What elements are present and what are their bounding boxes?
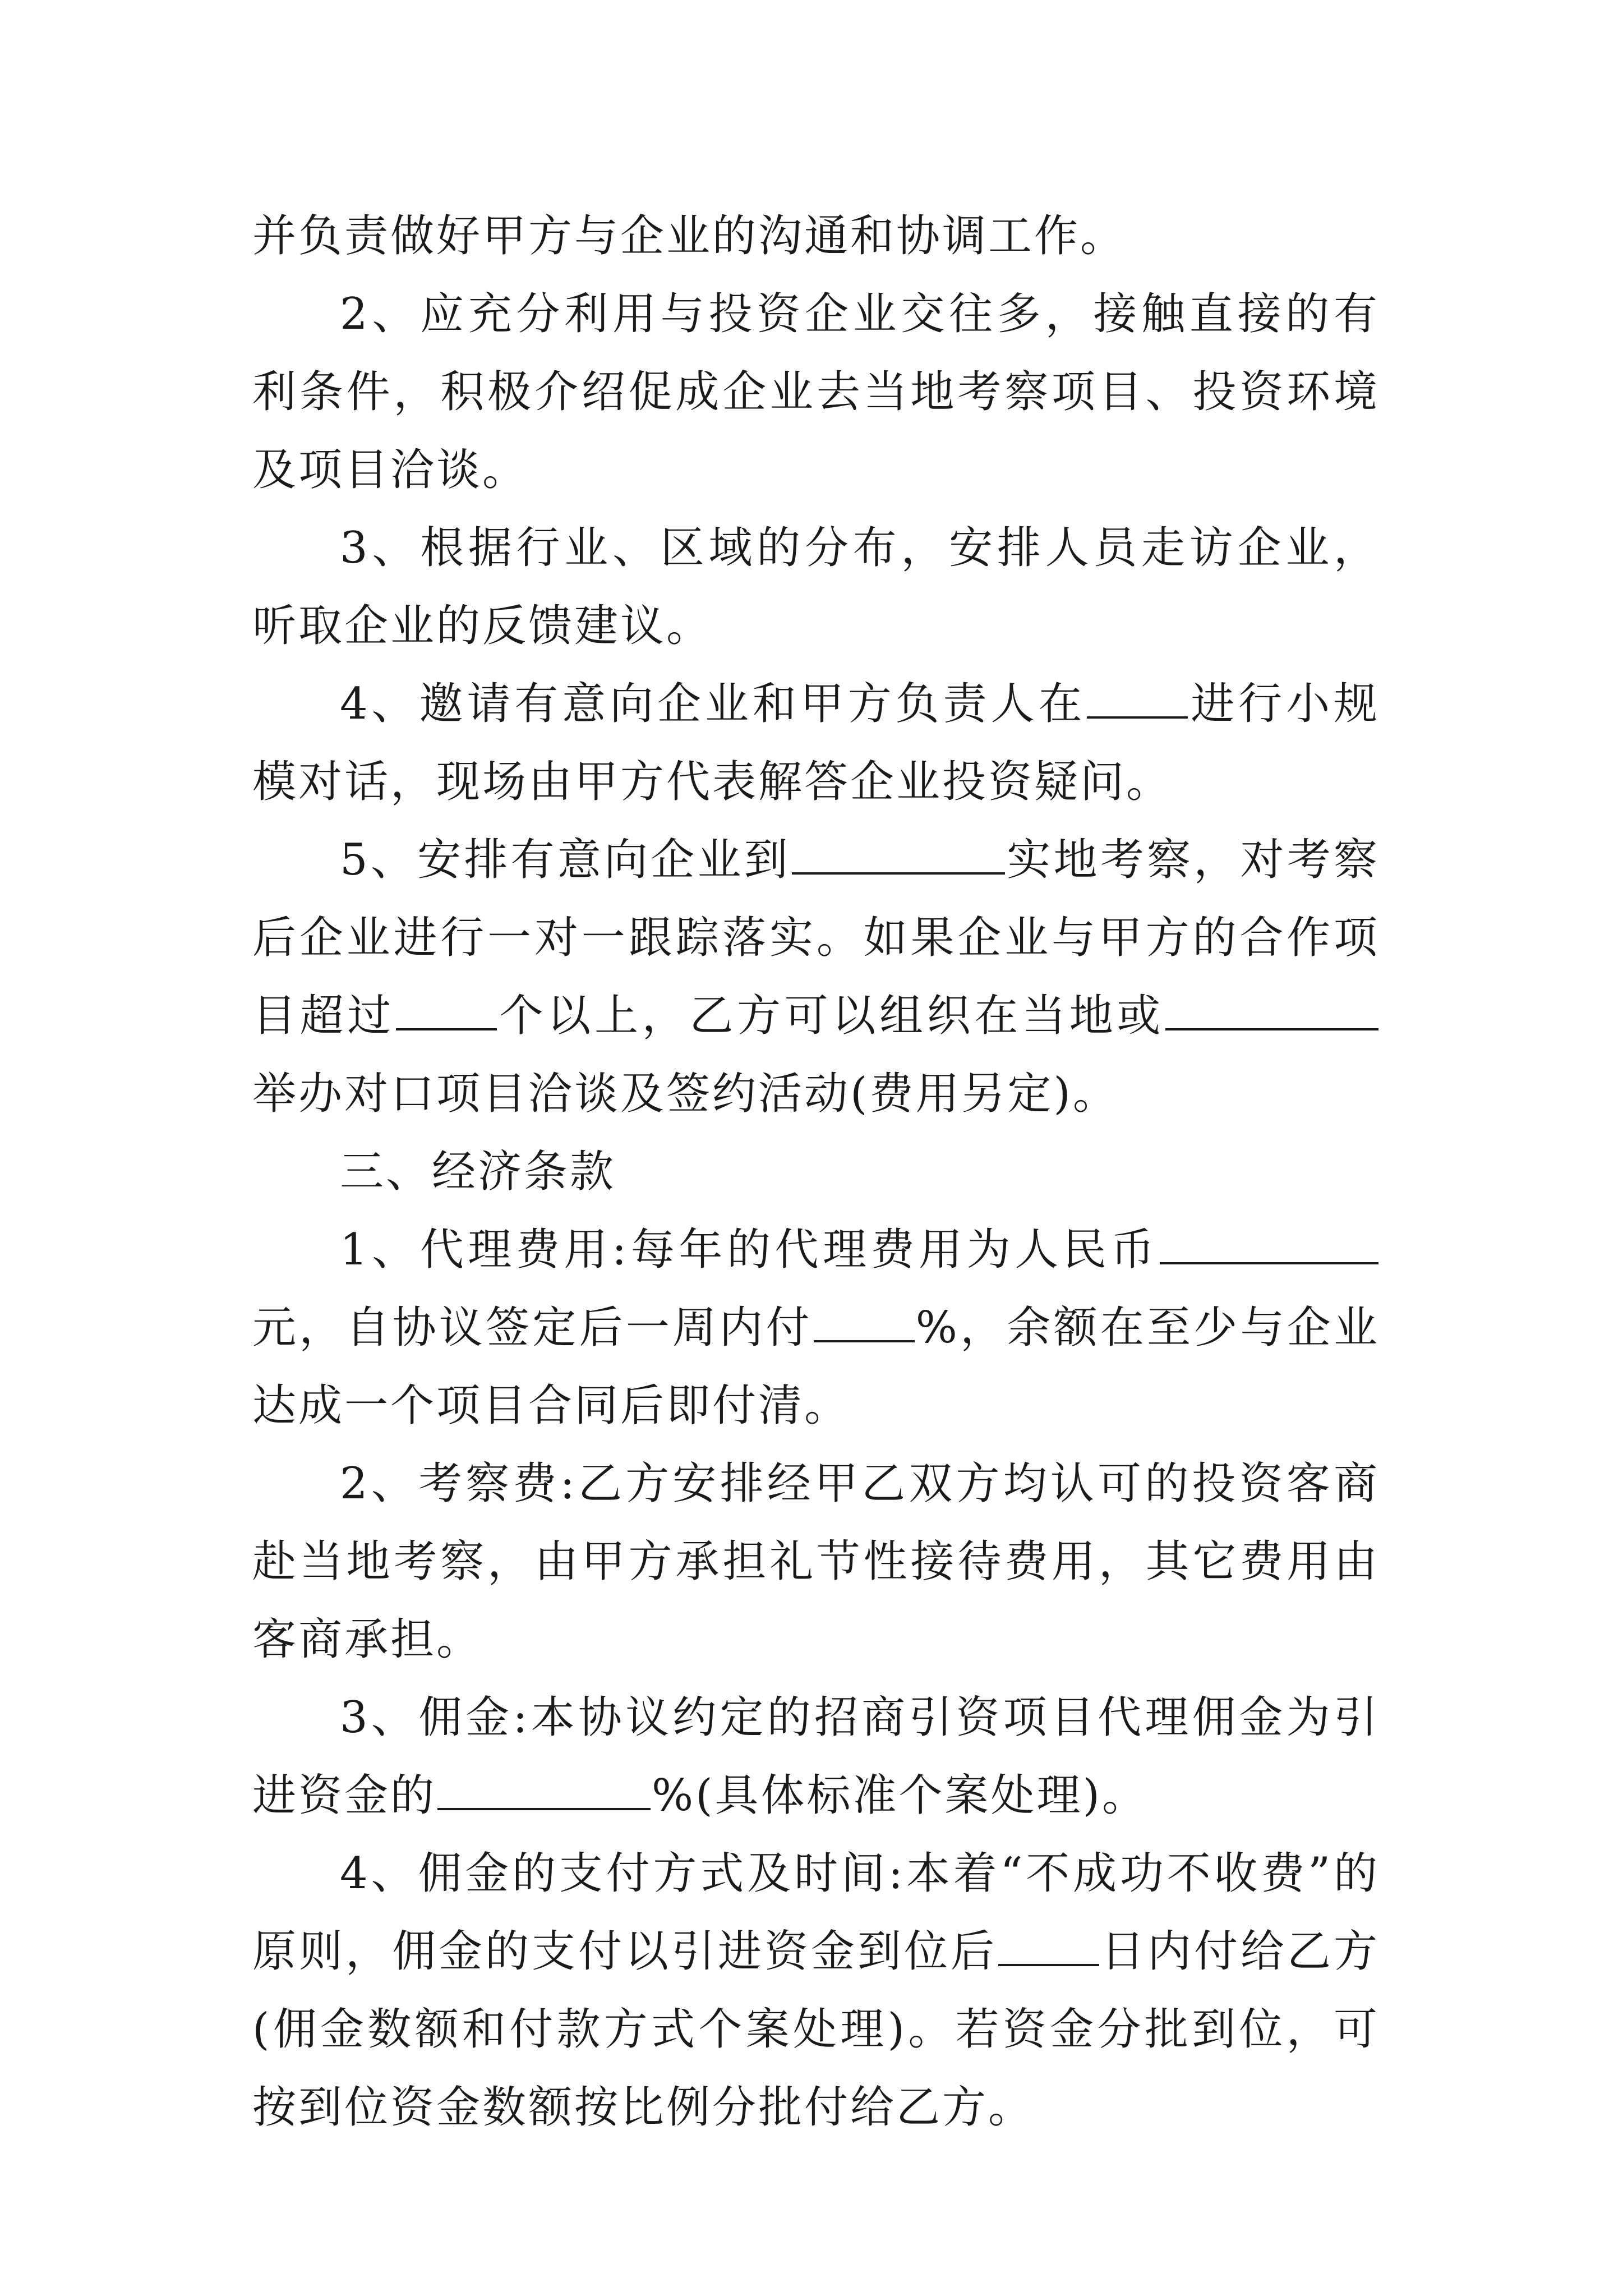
paragraph-text: 元，自协议签定后一周内付 — [252, 1303, 813, 1353]
paragraph-text: %(具体标准个案处理)。 — [652, 1770, 1148, 1821]
paragraph-text: 2、应充分利用与投资企业交往多，接触直接的有利条件，积极介绍促成企业去当地考察项目、投资环境及项目洽谈。 — [252, 289, 1380, 495]
paragraph-text: 4、佣金的支付方式及时间:本着“不成功不收费”的原则，佣金的支付以引进资金到位后 — [252, 1848, 1380, 1977]
paragraph-text: 实地考察，对考察后企业进行一对一跟踪落实。如果企业与甲方的合作项目超过 — [252, 835, 1380, 1041]
paragraph-text: 日内付给乙方(佣金数额和付款方式个案处理)。若资金分批到位，可按到位资金数额按比例分批付给乙方。 — [252, 1926, 1380, 2133]
blank-line — [792, 833, 1005, 875]
paragraph-econ-4 — [252, 1835, 1380, 2147]
paragraph-text: 个以上，乙方可以组织在当地或 — [498, 991, 1164, 1041]
paragraph-text: 4、邀请有意向企业和甲方负责人在 — [340, 679, 1086, 729]
paragraph-continuation — [252, 197, 1380, 275]
paragraph-econ-2 — [252, 1445, 1380, 1679]
blank-line — [1160, 1223, 1378, 1264]
paragraph-econ-1 — [252, 1211, 1380, 1445]
paragraph-text: 5、安排有意向企业到 — [340, 835, 791, 885]
paragraph-text: 进行小规模对话，现场由甲方代表解答企业投资疑问。 — [252, 679, 1380, 807]
blank-line — [814, 1301, 915, 1342]
paragraph-item-4 — [252, 665, 1380, 821]
document-body — [252, 197, 1380, 2147]
paragraph-text: 3、根据行业、区域的分布，安排人员走访企业，听取企业的反馈建议。 — [252, 523, 1380, 651]
paragraph-item-2 — [252, 275, 1380, 509]
paragraph-text: 1、代理费用:每年的代理费用为人民币 — [340, 1225, 1159, 1275]
section-heading — [252, 1133, 1380, 1211]
paragraph-econ-3 — [252, 1679, 1380, 1835]
paragraph-text: %，余额在至少与企业达成一个项目合同后即付清。 — [252, 1303, 1380, 1431]
blank-line — [1165, 989, 1378, 1030]
paragraph-item-5 — [252, 821, 1380, 1133]
paragraph-text: 3、佣金:本协议约定的招商引资项目代理佣金为引进资金的 — [252, 1692, 1380, 1821]
paragraph-text: 2、考察费:乙方安排经甲乙双方均认可的投资客商赴当地考察，由甲方承担礼节性接待费用，其它费用由客商承担。 — [252, 1458, 1380, 1665]
paragraph-text: 并负责做好甲方与企业的沟通和协调工作。 — [252, 211, 1127, 261]
paragraph-text: 举办对口项目洽谈及签约活动(费用另定)。 — [252, 1069, 1119, 1119]
section-title: 三、经济条款 — [340, 1147, 616, 1197]
paragraph-item-3 — [252, 509, 1380, 665]
blank-line — [998, 1925, 1099, 1966]
blank-line — [1087, 677, 1188, 719]
blank-line — [437, 1769, 651, 1810]
blank-line — [396, 989, 497, 1030]
